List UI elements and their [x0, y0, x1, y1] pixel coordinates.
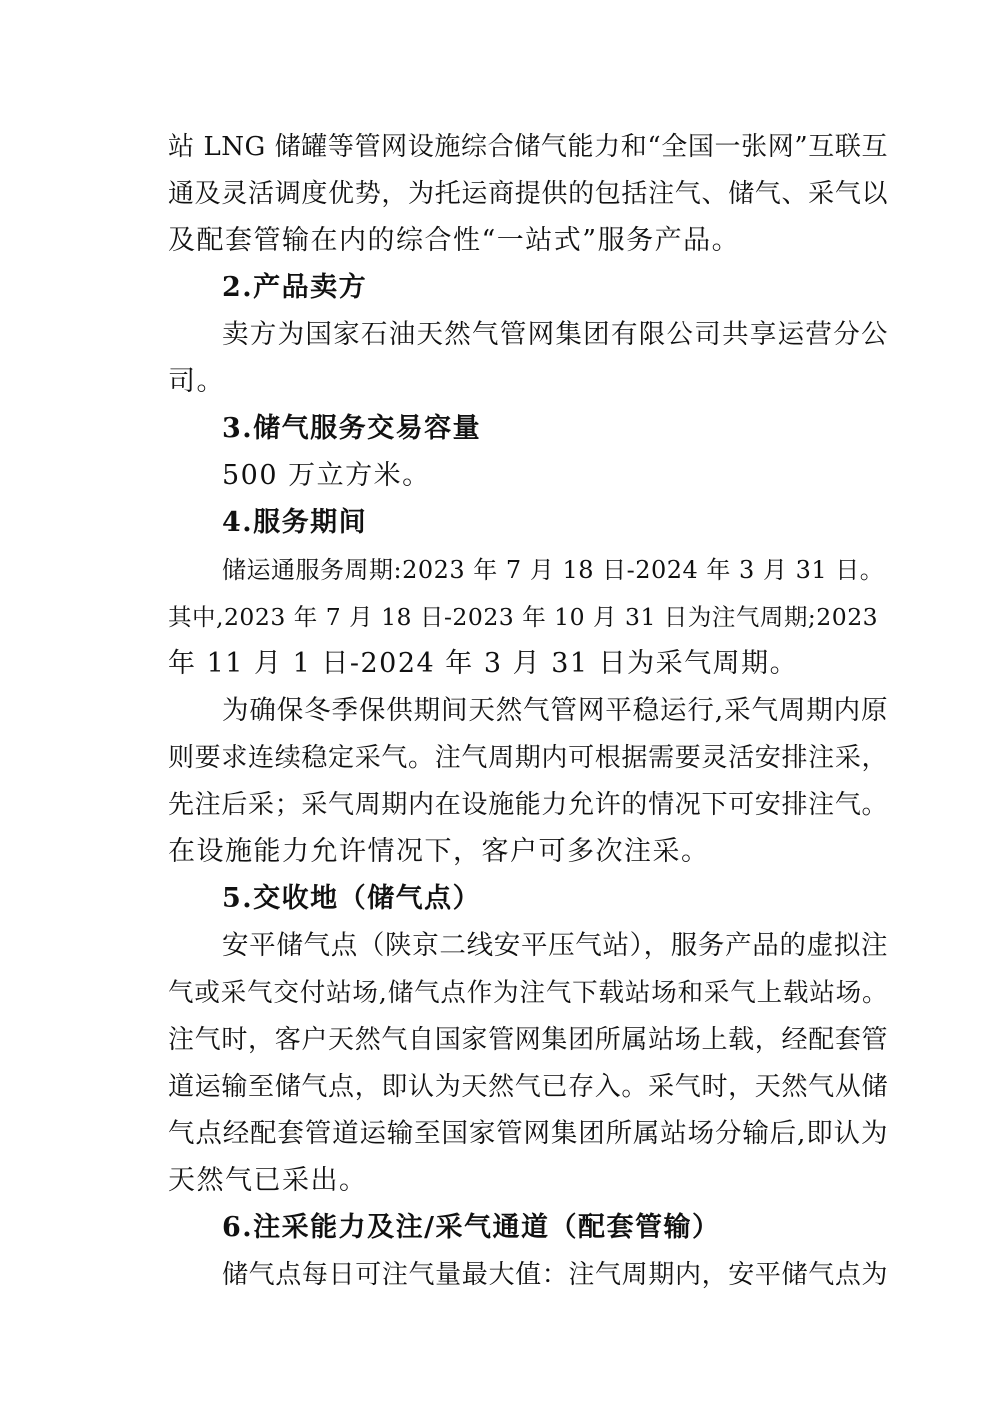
section-heading: 5.交收地（储气点） — [222, 883, 482, 914]
text-line: 司。 — [168, 366, 225, 397]
section-heading: 2.产品卖方 — [222, 272, 368, 303]
text-line: 气或采气交付站场,储气点作为注气下载站场和采气上载站场。 — [168, 978, 888, 1008]
text-line: 储气点每日可注气量最大值：注气周期内，安平储气点为 — [222, 1260, 888, 1290]
text-line: 注气时，客户天然气自国家管网集团所属站场上载，经配套管 — [168, 1025, 888, 1055]
text-line: 500 万立方米。 — [222, 460, 431, 491]
text-line: 在设施能力允许情况下，客户可多次注采。 — [168, 836, 710, 867]
text-line: 其中,2023 年 7 月 18 日-2023 年 10 月 31 日为注气周期;2023 — [168, 603, 879, 631]
text-line: 通及灵活调度优势，为托运商提供的包括注气、储气、采气以 — [168, 179, 888, 209]
text-line: 年 11 月 1 日-2024 年 3 月 31 日为采气周期。 — [168, 648, 799, 679]
text-line: 道运输至储气点，即认为天然气已存入。采气时，天然气从储 — [168, 1072, 888, 1102]
text-line: 卖方为国家石油天然气管网集团有限公司共享运营分公 — [222, 319, 888, 350]
text-line: 站 LNG 储罐等管网设施综合储气能力和“全国一张网”互联互 — [168, 132, 888, 162]
section-heading: 4.服务期间 — [222, 507, 368, 538]
text-line: 天然气已采出。 — [168, 1165, 368, 1196]
text-line: 为确保冬季保供期间天然气管网平稳运行,采气周期内原 — [222, 695, 888, 726]
text-line: 储运通服务周期:2023 年 7 月 18 日-2024 年 3 月 31 日。 — [222, 556, 885, 584]
text-line: 及配套管输在内的综合性“一站式”服务产品。 — [168, 225, 741, 256]
section-heading: 6.注采能力及注/采气通道（配套管输） — [222, 1212, 721, 1243]
text-line: 先注后采；采气周期内在设施能力允许的情况下可安排注气。 — [168, 790, 888, 820]
section-heading: 3.储气服务交易容量 — [222, 413, 482, 444]
text-line: 气点经配套管道运输至国家管网集团所属站场分输后,即认为 — [168, 1118, 888, 1149]
text-line: 则要求连续稳定采气。注气周期内可根据需要灵活安排注采， — [168, 743, 888, 773]
text-line: 安平储气点（陕京二线安平压气站），服务产品的虚拟注 — [222, 930, 888, 961]
